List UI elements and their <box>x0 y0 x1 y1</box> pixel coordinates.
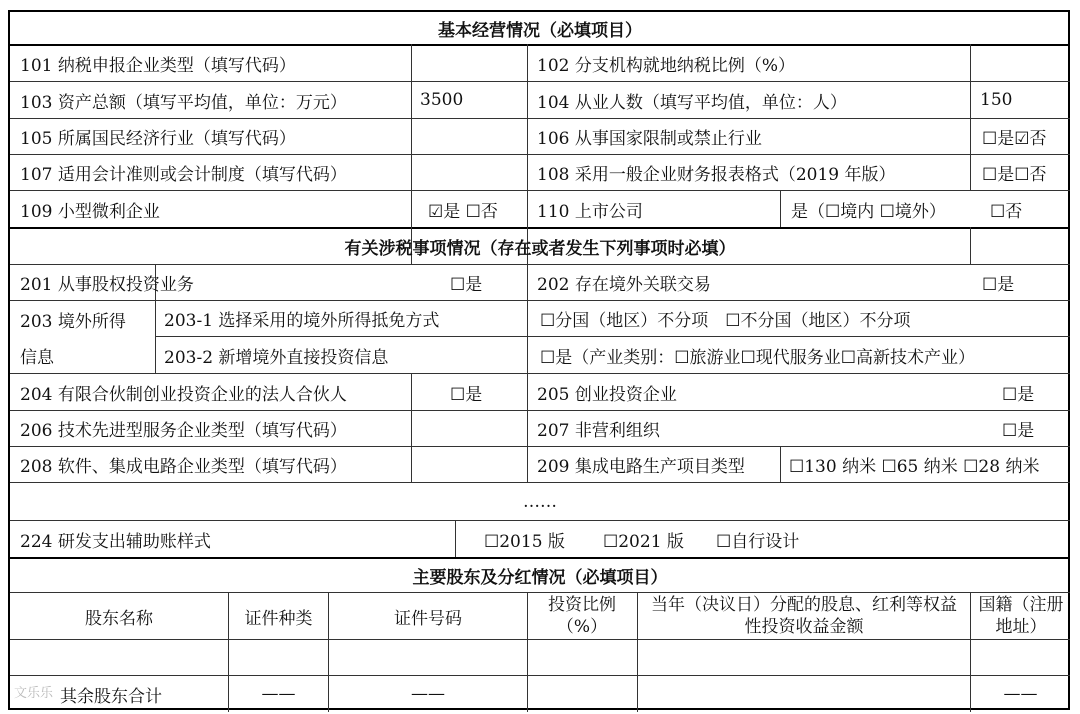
col-divider <box>527 227 528 483</box>
section-title-shareholders: 主要股东及分红情况（必填项目） <box>412 567 668 588</box>
checkbox-209[interactable]: ☐130 纳米 ☐65 纳米 ☐28 纳米 <box>789 457 1040 477</box>
watermark: 文乐乐 <box>14 686 54 701</box>
checkbox-110-listed[interactable]: 是（☐境内 ☐境外） <box>791 201 946 222</box>
col-divider <box>411 44 412 227</box>
field-label-203-line1: 203 境外所得 <box>20 311 126 332</box>
field-value-102[interactable] <box>978 45 1068 81</box>
checkbox-205[interactable]: ☐是 <box>1002 384 1035 405</box>
field-label-203-1: 203-1 选择采用的境外所得抵免方式 <box>164 311 440 331</box>
column-header-id-type: 证件种类 <box>244 608 313 629</box>
field-value-105[interactable] <box>420 119 525 154</box>
field-value-104[interactable]: 150 <box>980 90 1013 110</box>
field-label-209: 209 集成电路生产项目类型 <box>537 457 745 477</box>
field-value-107[interactable] <box>420 155 525 190</box>
field-label-205: 205 创业投资企业 <box>537 384 677 405</box>
checkbox-110-no[interactable]: ☐否 <box>990 201 1023 222</box>
column-header-shareholder-name: 股东名称 <box>85 608 153 629</box>
field-label-224: 224 研发支出辅助账样式 <box>20 531 211 552</box>
field-label-206: 206 技术先进型服务企业类型（填写代码） <box>20 421 347 441</box>
col-divider <box>455 520 456 557</box>
checkbox-201[interactable]: ☐是 <box>450 275 483 295</box>
column-header-investment-ratio: 投资比例（%） <box>548 595 616 637</box>
field-value-101[interactable] <box>420 45 525 81</box>
col-divider <box>527 592 528 712</box>
checkbox-204[interactable]: ☐是 <box>450 384 483 405</box>
checkbox-108[interactable]: ☐是☐否 <box>982 165 1047 185</box>
total-row-label: 其余股东合计 <box>60 686 162 707</box>
field-label-202: 202 存在境外关联交易 <box>537 275 711 295</box>
field-label-108: 108 采用一般企业财务报表格式（2019 年版） <box>537 165 896 185</box>
field-label-110: 110 上市公司 <box>537 201 643 222</box>
field-label-103: 103 资产总额（填写平均值，单位：万元） <box>20 92 347 113</box>
field-label-204: 204 有限合伙制创业投资企业的法人合伙人 <box>20 384 347 405</box>
checkbox-207[interactable]: ☐是 <box>1002 421 1035 441</box>
checkbox-106[interactable]: ☐是☑否 <box>982 129 1047 149</box>
checkbox-202[interactable]: ☐是 <box>982 275 1015 295</box>
field-value-103[interactable]: 3500 <box>420 90 464 110</box>
field-label-102: 102 分支机构就地纳税比例（%） <box>537 55 796 76</box>
total-row-dash-nationality: —— <box>1003 684 1038 704</box>
field-label-203-line2: 信息 <box>20 347 54 368</box>
total-row-dash-id-number: —— <box>411 684 445 704</box>
column-header-id-number: 证件号码 <box>394 608 462 629</box>
col-divider <box>780 190 781 227</box>
ellipsis-row: …… <box>523 491 557 512</box>
field-label-106: 106 从事国家限制或禁止行业 <box>537 129 762 149</box>
field-value-208[interactable] <box>420 447 525 482</box>
field-label-208: 208 软件、集成电路企业类型（填写代码） <box>20 457 347 477</box>
column-header-dividend-amount: 当年（决议日）分配的股息、红利等权益性投资收益金额 <box>651 595 957 637</box>
field-label-101: 101 纳税申报企业类型（填写代码） <box>20 55 296 76</box>
col-divider <box>780 446 781 483</box>
section-title-basic: 基本经营情况（必填项目） <box>438 20 642 41</box>
checkbox-109[interactable]: ☑是 ☐否 <box>428 201 498 222</box>
field-label-203-2: 203-2 新增境外直接投资信息 <box>164 347 389 368</box>
field-label-105: 105 所属国民经济行业（填写代码） <box>20 129 296 149</box>
field-label-207: 207 非营利组织 <box>537 421 660 441</box>
checkbox-224-2015[interactable]: ☐2015 版 <box>484 531 565 552</box>
col-divider <box>970 44 971 191</box>
field-label-107: 107 适用会计准则或会计制度（填写代码） <box>20 165 347 185</box>
col-divider <box>637 592 638 712</box>
checkbox-224-2021[interactable]: ☐2021 版 <box>603 531 684 552</box>
tax-form-table <box>8 10 1070 710</box>
checkbox-203-1[interactable]: ☐分国（地区）不分项 ☐不分国（地区）不分项 <box>540 311 911 331</box>
field-value-206[interactable] <box>420 411 525 446</box>
field-label-109: 109 小型微利企业 <box>20 201 160 222</box>
section-title-tax-matters: 有关涉税事项情况（存在或者发生下列事项时必填） <box>344 238 736 259</box>
total-row-dash-id-type: —— <box>261 684 296 704</box>
field-label-201: 201 从事股权投资业务 <box>20 275 194 295</box>
col-divider <box>411 373 412 483</box>
checkbox-224-custom[interactable]: ☐自行设计 <box>716 531 800 552</box>
checkbox-203-2[interactable]: ☐是（产业类别：☐旅游业☐现代服务业☐高新技术产业） <box>540 347 975 368</box>
col-divider <box>527 44 528 227</box>
column-header-nationality: 国籍（注册地址） <box>978 595 1064 637</box>
field-label-104: 104 从业人数（填写平均值，单位：人） <box>537 92 847 113</box>
row-divider <box>10 639 1070 640</box>
